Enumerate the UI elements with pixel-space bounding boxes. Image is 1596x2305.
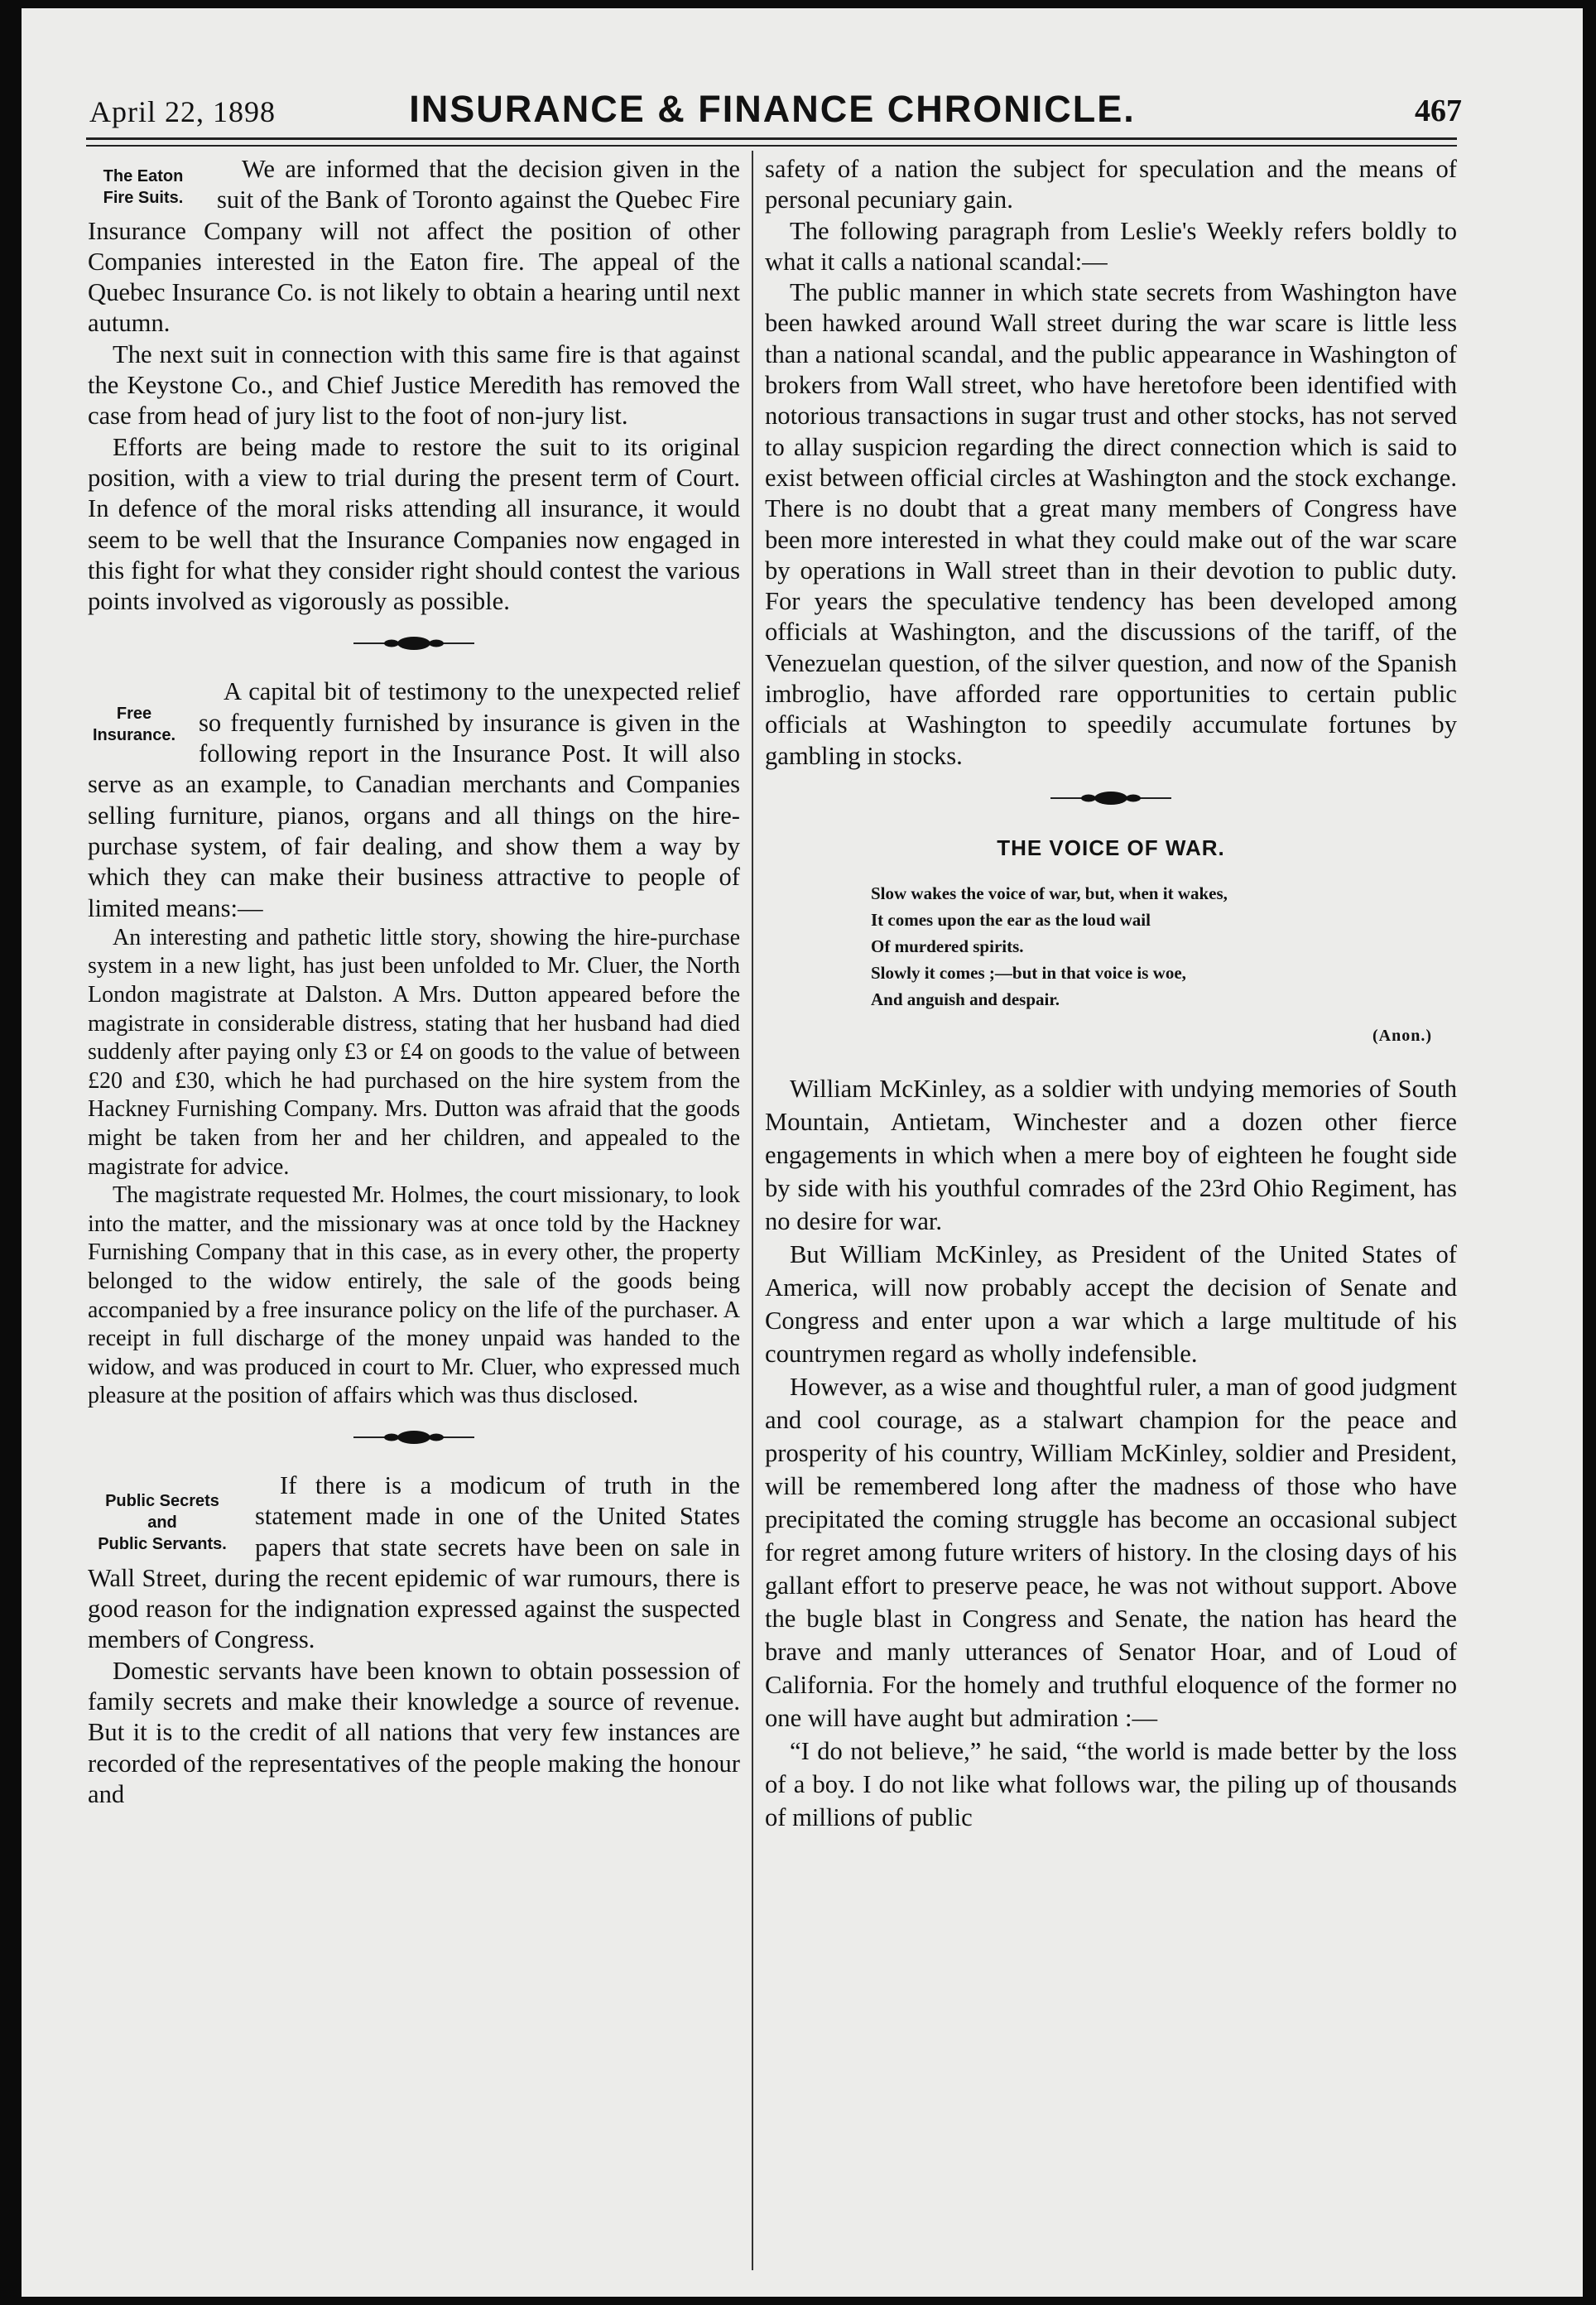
paragraph: If there is a modicum of truth in the statement made in one of the United States papers that state secrets have been on sale in Wall Street, during the recent epidemic of war rumours, there is good reason for the indignation expressed against the suspected members of Congress. bbox=[88, 1470, 740, 1654]
ornament-divider-icon bbox=[1049, 780, 1173, 816]
paragraph: Efforts are being made to restore the suit to its original position, with a view to trial during the present term of Court. In defence of the moral risks attending all insurance, it would seem to be well that the Insurance Companies now engaged in this fight for what they consider right should contest the various points involved as vigorously as possible. bbox=[88, 432, 740, 616]
section-ornament bbox=[765, 780, 1457, 816]
paragraph: The following paragraph from Leslie's Weekly refers boldly to what it calls a national scandal:— bbox=[765, 216, 1457, 276]
poem-line: Slow wakes the voice of war, but, when it wakes, bbox=[871, 883, 1228, 904]
poem-title: THE VOICE OF WAR. bbox=[997, 835, 1225, 860]
paragraph: The next suit in connection with this same fire is that against the Keystone Co., and Chief Justice Meredith has removed the case from head of jury list to the foot of non-jury list. bbox=[88, 339, 740, 431]
poem-lines bbox=[871, 880, 1457, 1013]
poem-line: Of murdered spirits. bbox=[871, 936, 1024, 957]
ornament-divider-icon bbox=[352, 625, 476, 662]
quoted-paragraph: The magistrate requested Mr. Holmes, the court missionary, to look into the matter, and the missionary was at once told by the Hackney Furnishing Company that in this case, as in every other, the property belonged to the widow entirely, the sale of the goods being accompanied by a free insurance policy on the life of the purchaser. A receipt in full discharge of the money unpaid was handed to the widow, and was produced in court to Mr. Cluer, who expressed much pleasure at the position of affairs which was thus disclosed. bbox=[88, 1182, 740, 1409]
quoted-paragraph: An interesting and pathetic little story, showing the hire-purchase system in a new light, has just been unfolded to Mr. Cluer, the North London magistrate at Dalston. A Mrs. Dutton appeared before the magistrate in considerable distress, stating that her husband had died suddenly after paying only £3 or £4 on goods to the value of between £20 and £30, which he had purchased on the hire system from the Hackney Furnishing Company. Mrs. Dutton was afraid that the goods might be taken from her and her children, and appealed to the magistrate for advice. bbox=[88, 924, 740, 1180]
newspaper-page bbox=[22, 8, 1583, 2297]
page-number: 467 bbox=[1415, 94, 1462, 128]
sidehead-public-secrets: Public Secrets and Public Servants. bbox=[98, 1491, 227, 1553]
section-ornament bbox=[88, 1419, 740, 1456]
quoted-paragraph: “I do not believe,” he said, “the world is made better by the loss of a boy. I do not like what follows war, the piling up of thousands of millions of public bbox=[765, 1736, 1457, 1831]
poem-block bbox=[765, 831, 1457, 1054]
section-eaton-fire-suits bbox=[88, 154, 740, 617]
poem-line: Slowly it comes ;—but in that voice is woe, bbox=[871, 963, 1186, 984]
publication-title: INSURANCE & FINANCE CHRONICLE. bbox=[409, 88, 1136, 130]
header-rule-thin bbox=[86, 145, 1457, 147]
issue-date: April 22, 1898 bbox=[89, 95, 276, 128]
poem-attribution: (Anon.) bbox=[1372, 1027, 1432, 1046]
section-mckinley bbox=[765, 1072, 1457, 1834]
paragraph: But William McKinley, as President of the United States of America, will now probably accept the decision of Senate and Congress and enter upon a war which a large multitude of his countrymen regard as wholly indefensible. bbox=[765, 1239, 1457, 1368]
paragraph: We are informed that the decision given in the suit of the Bank of Toronto against the Quebec Fire Insurance Company will not affect the position of other Companies interested in the Eaton fire. The appeal of the Quebec Insurance Co. is not likely to obtain a hearing until next autumn. bbox=[88, 155, 740, 338]
paragraph: However, as a wise and thoughtful ruler, a man of good judgment and cool courage, as a stalwart champion for the peace and prosperity of his country, William McKinley, soldier and President, will be remembered long after the madness of those who have precipitated the coming struggle has become an occasional subject for regret among future writers of history. In the closing days of his gallant effort to preserve peace, he was not without support. Above the bugle blast in Congress and Senate, the nation has heard the brave and manly utterances of Senator Hoar, and of Loud of California. For the homely and truthful eloquence of the former no one will have aught but admiration :— bbox=[765, 1372, 1457, 1732]
paragraph: A capital bit of testimony to the unexpected relief so frequently furnished by insurance is given in the following report in the Insurance Post. It will also serve as an example, to Canadian merchants and Companies selling furniture, pianos, organs and all things on the hire-purchase system, of fair dealing, and show them a way by which they can make their business attractive to people of limited means:— bbox=[88, 677, 740, 922]
page-header bbox=[89, 88, 1462, 137]
section-continuation bbox=[765, 154, 1457, 772]
quoted-paragraph: The public manner in which state secrets from Washington have been hawked around Wall street during the war scare is little less than a national scandal, and the public appearance in Washington of brokers from Wall street, who have heretofore been identified with notorious transactions in sugar trust and other stocks, has not served to allay suspicion regarding the direct connection which is said to exist between official circles at Washington and the stock exchange. There is no doubt that a great many members of Congress have been more interested in what they could make out of the war scare by operations in Wall street than in their devotion to public duty. For years the speculative tendency has been developed among officials at Washington, and the discussions of the tariff, of the Venezuelan question, of the silver question, and now of the Spanish imbroglio, have afforded rare opportunities to certain public officials at Washington to speedily accumulate fortunes by gambling in stocks. bbox=[765, 278, 1457, 770]
ornament-divider-icon bbox=[352, 1419, 476, 1456]
paragraph: William McKinley, as a soldier with undying memories of South Mountain, Antietam, Winchester and a dozen other fierce engagements in which when a mere boy of eighteen he fought side by side with his youthful comrades of the 23rd Ohio Regiment, has no desire for war. bbox=[765, 1074, 1457, 1235]
column-divider bbox=[752, 151, 753, 2270]
section-public-secrets bbox=[88, 1470, 740, 1810]
right-column bbox=[765, 154, 1457, 1834]
paragraph: Domestic servants have been known to obtain possession of family secrets and make their knowledge a source of revenue. But it is to the credit of all nations that very few instances are recorded of the representatives of the people making the honour and bbox=[88, 1656, 740, 1808]
paragraph: safety of a nation the subject for speculation and the means of personal pecuniary gain. bbox=[765, 155, 1457, 214]
sidehead-eaton: The Eaton Fire Suits. bbox=[103, 167, 184, 207]
section-free-insurance bbox=[88, 676, 740, 1410]
section-ornament bbox=[88, 625, 740, 662]
poem-line: And anguish and despair. bbox=[871, 989, 1060, 1010]
header-rule-thick bbox=[86, 137, 1457, 140]
poem-line: It comes upon the ear as the loud wail bbox=[871, 910, 1151, 931]
sidehead-free-insurance: Free Insurance. bbox=[92, 705, 176, 745]
left-column bbox=[88, 154, 740, 1810]
